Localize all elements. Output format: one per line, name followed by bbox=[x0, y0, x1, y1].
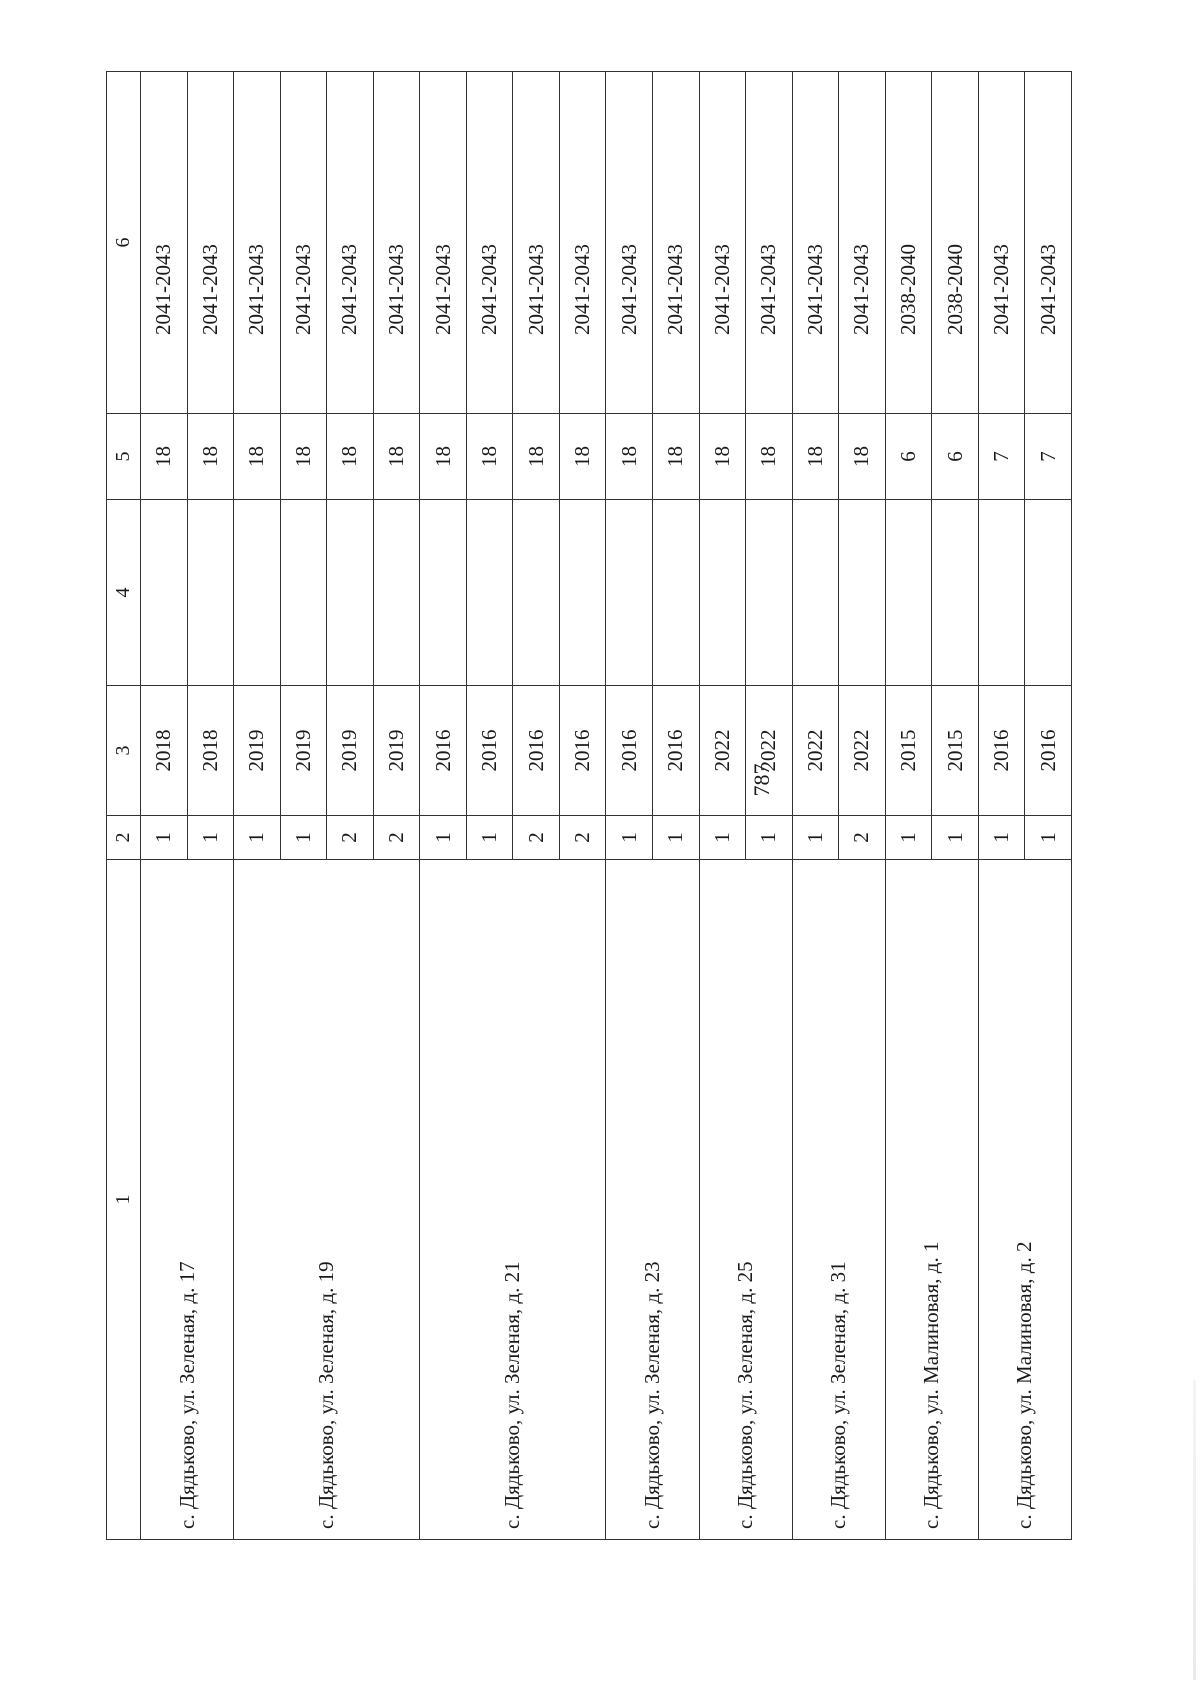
empty-cell bbox=[978, 500, 1025, 686]
entrance-cell: 1 bbox=[792, 816, 839, 860]
table-row bbox=[792, 72, 839, 1540]
empty-cell bbox=[559, 500, 606, 686]
empty-cell bbox=[699, 500, 746, 686]
period-cell: 2041-2043 bbox=[327, 72, 374, 414]
address-cell: с. Дядьково, ул. Зеленая, д. 17 bbox=[141, 860, 234, 1540]
address-cell: с. Дядьково, ул. Зеленая, д. 21 bbox=[420, 860, 606, 1540]
empty-cell bbox=[141, 500, 188, 686]
page-number: 787 bbox=[749, 763, 774, 797]
empty-cell bbox=[280, 500, 327, 686]
entrance-cell: 1 bbox=[699, 816, 746, 860]
empty-cell bbox=[513, 500, 560, 686]
table-row bbox=[699, 72, 746, 1540]
term-cell: 18 bbox=[141, 414, 188, 500]
empty-cell bbox=[606, 500, 653, 686]
year-cell: 2019 bbox=[280, 686, 327, 816]
empty-cell bbox=[932, 500, 979, 686]
term-cell: 6 bbox=[885, 414, 932, 500]
table-row bbox=[141, 72, 188, 1540]
period-cell: 2041-2043 bbox=[187, 72, 234, 414]
period-cell: 2041-2043 bbox=[513, 72, 560, 414]
address-cell: с. Дядьково, ул. Зеленая, д. 23 bbox=[606, 860, 699, 1540]
term-cell: 18 bbox=[792, 414, 839, 500]
column-header: 6 bbox=[107, 72, 141, 414]
address-cell: с. Дядьково, ул. Зеленая, д. 31 bbox=[792, 860, 885, 1540]
entrance-cell: 1 bbox=[606, 816, 653, 860]
entrance-cell: 1 bbox=[653, 816, 700, 860]
year-cell: 2022 bbox=[839, 686, 886, 816]
year-cell: 2016 bbox=[606, 686, 653, 816]
column-header: 2 bbox=[107, 816, 141, 860]
entrance-cell: 1 bbox=[746, 816, 793, 860]
entrance-cell: 2 bbox=[559, 816, 606, 860]
empty-cell bbox=[746, 500, 793, 686]
period-cell: 2038-2040 bbox=[885, 72, 932, 414]
term-cell: 18 bbox=[234, 414, 281, 500]
term-cell: 18 bbox=[420, 414, 467, 500]
entrance-cell: 1 bbox=[885, 816, 932, 860]
header-row bbox=[107, 72, 141, 1540]
table-row bbox=[885, 72, 932, 1540]
year-cell: 2016 bbox=[513, 686, 560, 816]
period-cell: 2041-2043 bbox=[373, 72, 420, 414]
address-cell: с. Дядьково, ул. Малиновая, д. 2 bbox=[978, 860, 1071, 1540]
entrance-cell: 1 bbox=[932, 816, 979, 860]
table-row bbox=[234, 72, 281, 1540]
table-row bbox=[420, 72, 467, 1540]
entrance-cell: 1 bbox=[141, 816, 188, 860]
term-cell: 7 bbox=[978, 414, 1025, 500]
term-cell: 18 bbox=[187, 414, 234, 500]
year-cell: 2018 bbox=[141, 686, 188, 816]
schedule-table bbox=[106, 71, 1072, 1540]
year-cell: 2016 bbox=[653, 686, 700, 816]
period-cell: 2038-2040 bbox=[932, 72, 979, 414]
term-cell: 18 bbox=[653, 414, 700, 500]
table-row bbox=[606, 72, 653, 1540]
term-cell: 7 bbox=[1025, 414, 1072, 500]
entrance-cell: 2 bbox=[513, 816, 560, 860]
term-cell: 18 bbox=[699, 414, 746, 500]
year-cell: 2016 bbox=[978, 686, 1025, 816]
term-cell: 18 bbox=[606, 414, 653, 500]
period-cell: 2041-2043 bbox=[653, 72, 700, 414]
term-cell: 18 bbox=[839, 414, 886, 500]
year-cell: 2019 bbox=[373, 686, 420, 816]
term-cell: 18 bbox=[559, 414, 606, 500]
year-cell: 2022 bbox=[746, 686, 793, 816]
term-cell: 18 bbox=[466, 414, 513, 500]
entrance-cell: 1 bbox=[1025, 816, 1072, 860]
empty-cell bbox=[327, 500, 374, 686]
period-cell: 2041-2043 bbox=[420, 72, 467, 414]
period-cell: 2041-2043 bbox=[559, 72, 606, 414]
period-cell: 2041-2043 bbox=[978, 72, 1025, 414]
address-cell: с. Дядьково, ул. Малиновая, д. 1 bbox=[885, 860, 978, 1540]
period-cell: 2041-2043 bbox=[699, 72, 746, 414]
scan-edge-shadow bbox=[1193, 1380, 1196, 1680]
term-cell: 18 bbox=[746, 414, 793, 500]
column-header: 5 bbox=[107, 414, 141, 500]
period-cell: 2041-2043 bbox=[746, 72, 793, 414]
entrance-cell: 1 bbox=[466, 816, 513, 860]
period-cell: 2041-2043 bbox=[466, 72, 513, 414]
year-cell: 2016 bbox=[559, 686, 606, 816]
entrance-cell: 1 bbox=[234, 816, 281, 860]
period-cell: 2041-2043 bbox=[606, 72, 653, 414]
year-cell: 2016 bbox=[466, 686, 513, 816]
year-cell: 2022 bbox=[699, 686, 746, 816]
table-container bbox=[106, 72, 1072, 1540]
entrance-cell: 2 bbox=[327, 816, 374, 860]
year-cell: 2019 bbox=[234, 686, 281, 816]
column-header: 4 bbox=[107, 500, 141, 686]
empty-cell bbox=[234, 500, 281, 686]
year-cell: 2018 bbox=[187, 686, 234, 816]
year-cell: 2016 bbox=[1025, 686, 1072, 816]
entrance-cell: 1 bbox=[420, 816, 467, 860]
period-cell: 2041-2043 bbox=[792, 72, 839, 414]
empty-cell bbox=[792, 500, 839, 686]
term-cell: 18 bbox=[513, 414, 560, 500]
period-cell: 2041-2043 bbox=[1025, 72, 1072, 414]
empty-cell bbox=[885, 500, 932, 686]
column-header: 3 bbox=[107, 686, 141, 816]
table-body bbox=[107, 72, 1072, 1540]
period-cell: 2041-2043 bbox=[141, 72, 188, 414]
entrance-cell: 2 bbox=[839, 816, 886, 860]
year-cell: 2015 bbox=[932, 686, 979, 816]
year-cell: 2015 bbox=[885, 686, 932, 816]
entrance-cell: 2 bbox=[373, 816, 420, 860]
term-cell: 18 bbox=[280, 414, 327, 500]
address-cell: с. Дядьково, ул. Зеленая, д. 25 bbox=[699, 860, 792, 1540]
address-cell: с. Дядьково, ул. Зеленая, д. 19 bbox=[234, 860, 420, 1540]
term-cell: 18 bbox=[327, 414, 374, 500]
period-cell: 2041-2043 bbox=[839, 72, 886, 414]
entrance-cell: 1 bbox=[978, 816, 1025, 860]
term-cell: 18 bbox=[373, 414, 420, 500]
empty-cell bbox=[187, 500, 234, 686]
entrance-cell: 1 bbox=[280, 816, 327, 860]
period-cell: 2041-2043 bbox=[234, 72, 281, 414]
entrance-cell: 1 bbox=[187, 816, 234, 860]
year-cell: 2016 bbox=[420, 686, 467, 816]
period-cell: 2041-2043 bbox=[280, 72, 327, 414]
empty-cell bbox=[420, 500, 467, 686]
year-cell: 2022 bbox=[792, 686, 839, 816]
year-cell: 2019 bbox=[327, 686, 374, 816]
term-cell: 6 bbox=[932, 414, 979, 500]
empty-cell bbox=[839, 500, 886, 686]
empty-cell bbox=[373, 500, 420, 686]
column-header: 1 bbox=[107, 860, 141, 1540]
table-row bbox=[978, 72, 1025, 1540]
empty-cell bbox=[653, 500, 700, 686]
empty-cell bbox=[1025, 500, 1072, 686]
empty-cell bbox=[466, 500, 513, 686]
